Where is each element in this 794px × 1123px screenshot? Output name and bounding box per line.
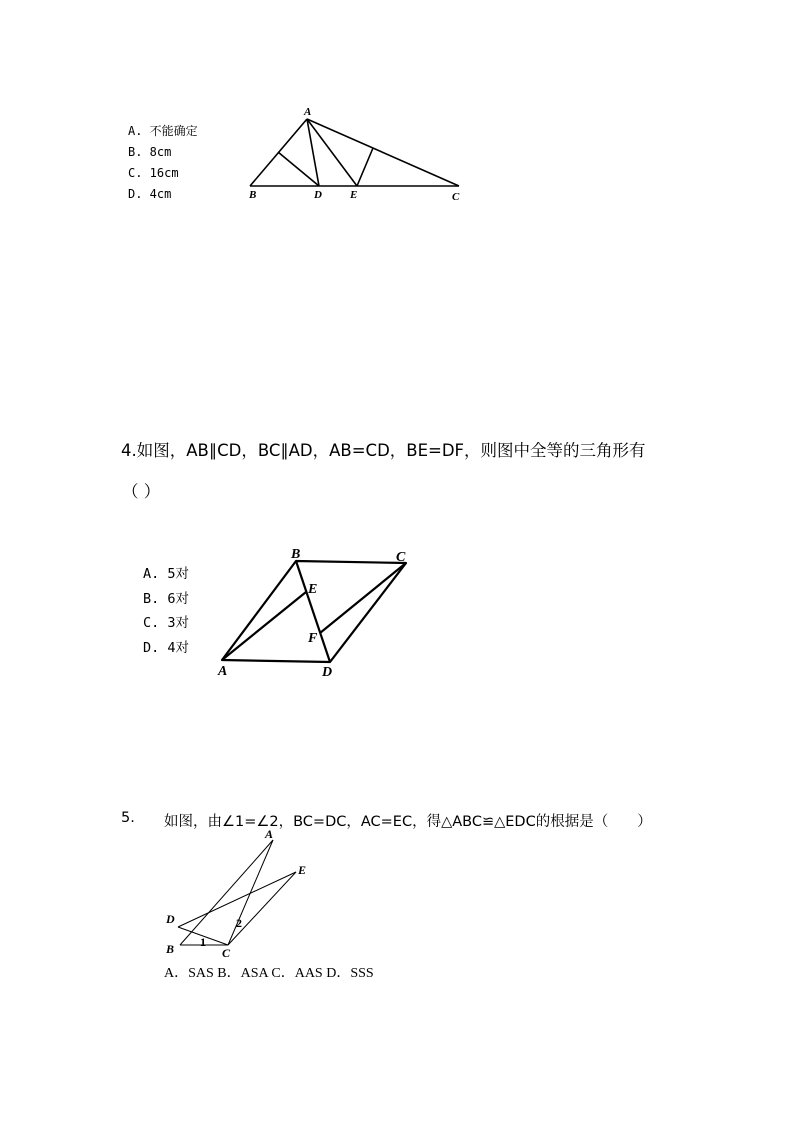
q4-option-b: B. 6对 [143,590,190,607]
q3-segment-ae [307,119,357,186]
q3-option-b: B. 8cm [128,145,172,159]
q3-option-c: C. 16cm [128,166,179,180]
q4-label-d: D [322,665,333,680]
q4-answer-blank: （ ） [122,482,161,501]
q5-label-d: D [166,912,175,926]
q3-label-a: A [304,106,312,118]
q5-label-b: B [166,942,175,956]
q4-label-f: F [308,631,318,646]
q3-label-c: C [452,191,460,203]
q3-option-d: D. 4cm [128,187,172,201]
q5-question-stem: 如图，由∠1=∠2，BC=DC，AC=EC，得△ABC≌△EDC的根据是（ ） [164,814,652,830]
q3-perpendicular-d [278,152,319,186]
q5-label-e: E [298,863,307,877]
q4-question-stem: 4.如图，AB∥CD，BC∥AD，AB=CD，BE=DF，则图中全等的三角形有 [121,441,646,460]
q5-question-number: 5. [121,810,135,826]
q4-option-d: D. 4对 [143,639,190,656]
q5-segment-ab [180,840,273,945]
q4-label-c: C [396,550,406,565]
q5-angle-label-1: 1 [200,935,206,949]
q4-option-a: A. 5对 [143,566,190,582]
q4-parallelogram-figure [210,540,420,680]
q3-segment-ad [307,119,319,186]
q4-label-e: E [308,582,318,597]
q4-segment-cf [320,563,406,633]
q4-diagonal-bd [296,561,330,662]
q5-segment-ac [228,840,273,945]
q5-segment-ec [228,872,296,945]
q4-options [143,562,189,660]
q3-triangle-figure [240,100,470,206]
q3-options [128,121,198,205]
q4-option-c: C. 3对 [143,615,190,631]
q3-segment-ac [307,119,459,186]
q5-label-c: C [222,946,231,960]
q3-label-b: B [249,189,257,201]
q3-label-d: D [314,189,322,201]
q5-options-line: A．SAS B．ASA C．AAS D．SSS [164,966,374,981]
q4-label-a: A [218,664,228,679]
q5-angle-label-2: 2 [236,916,242,930]
q3-option-a: A. 不能确定 [128,124,198,138]
q3-label-e: E [350,189,358,201]
q5-triangles-figure [160,825,320,960]
q3-perpendicular-e [357,148,373,186]
q5-label-a: A [265,827,274,841]
q4-label-b: B [291,547,301,562]
